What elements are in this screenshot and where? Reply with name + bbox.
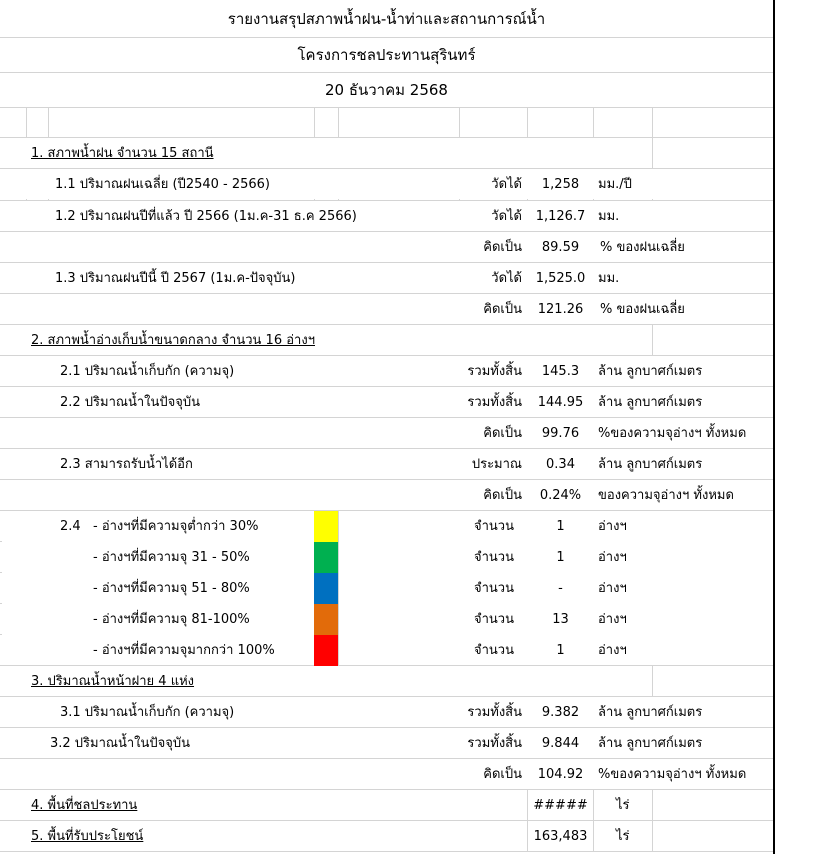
- row-value: 0.34: [546, 457, 575, 472]
- row-kind: รวมทั้งสิ้น: [467, 395, 522, 410]
- section4-title: 4. พื้นที่ชลประทาน: [31, 798, 138, 813]
- level-color-swatch: [314, 604, 338, 635]
- row-unit: ล้าน ลูกบาศก์เมตร: [598, 395, 703, 410]
- row-unit: % ของฝนเฉลี่ย: [600, 240, 685, 255]
- row-unit: ล้าน ลูกบาศก์เมตร: [598, 736, 703, 751]
- level-value: 1: [556, 550, 565, 565]
- row-unit: ล้าน ลูกบาศก์เมตร: [598, 705, 703, 720]
- level-kind: จำนวน: [474, 612, 514, 627]
- report-date: 20 ธันวาคม 2568: [325, 81, 448, 99]
- level-value: 1: [556, 643, 565, 658]
- row-unit: มม./ปี: [598, 177, 632, 192]
- report-title: รายงานสรุปสภาพน้ำฝน-น้ำท่าและสถานการณ์น้ำ: [227, 10, 546, 28]
- row-label: 1.2 ปริมาณฝนปีที่แล้ว ปี 2566 (1ม.ค-31 ธ.ค 2566): [55, 209, 357, 224]
- row-label: 2.1 ปริมาณน้ำเก็บกัก (ความจุ): [60, 364, 235, 379]
- row-kind: รวมทั้งสิ้น: [467, 736, 522, 751]
- row-kind: คิดเป็น: [483, 240, 522, 255]
- row-kind: วัดได้: [491, 209, 522, 224]
- row-value: 0.24%: [539, 488, 582, 503]
- level-color-swatch: [314, 511, 338, 542]
- irrigation-area-unit: ไร่: [616, 798, 630, 813]
- irrigation-area-value: #####: [533, 798, 588, 813]
- level-label: - อ่างฯที่มีความจุต่ำกว่า 30%: [93, 519, 259, 534]
- row-unit: ล้าน ลูกบาศก์เมตร: [598, 364, 703, 379]
- row-kind: รวมทั้งสิ้น: [467, 705, 522, 720]
- row-kind: คิดเป็น: [483, 426, 522, 441]
- row-unit: มม.: [598, 271, 620, 286]
- section3-title: 3. ปริมาณน้ำหน้าฝาย 4 แห่ง: [31, 674, 195, 689]
- row-kind: คิดเป็น: [483, 767, 522, 782]
- level-kind: จำนวน: [474, 643, 514, 658]
- row-unit: ของความจุอ่างฯ ทั้งหมด: [598, 488, 734, 503]
- level-kind: จำนวน: [474, 519, 514, 534]
- row-label: 2.2 ปริมาณน้ำในปัจจุบัน: [60, 395, 201, 410]
- row-unit: %ของความจุอ่างฯ ทั้งหมด: [598, 767, 747, 782]
- row-kind: วัดได้: [491, 271, 522, 286]
- level-kind: จำนวน: [474, 581, 514, 596]
- row-kind: วัดได้: [491, 177, 522, 192]
- section5-title: 5. พื้นที่รับประโยชน์: [31, 829, 144, 844]
- benefit-area-value: 163,483: [533, 829, 588, 844]
- row-kind: รวมทั้งสิ้น: [467, 364, 522, 379]
- level-color-swatch: [314, 573, 338, 604]
- row-value: 9.382: [541, 705, 580, 720]
- benefit-area-unit: ไร่: [616, 829, 630, 844]
- level-unit: อ่างฯ: [598, 643, 627, 658]
- row-label: 3.1 ปริมาณน้ำเก็บกัก (ความจุ): [60, 705, 235, 720]
- row-unit: % ของฝนเฉลี่ย: [600, 302, 685, 317]
- project-name: โครงการชลประทานสุรินทร์: [297, 46, 476, 64]
- level-unit: อ่างฯ: [598, 581, 627, 596]
- row-kind: คิดเป็น: [483, 302, 522, 317]
- levels-prefix: 2.4: [60, 519, 81, 534]
- row-kind: คิดเป็น: [483, 488, 522, 503]
- row-value: 1,126.7: [535, 209, 586, 224]
- row-value: 104.92: [537, 767, 584, 782]
- level-label: - อ่างฯที่มีความจุมากกว่า 100%: [93, 643, 275, 658]
- row-unit: %ของความจุอ่างฯ ทั้งหมด: [598, 426, 747, 441]
- section2-title: 2. สภาพน้ำอ่างเก็บน้ำขนาดกลาง จำนวน 16 อ่างฯ: [31, 333, 315, 348]
- level-label: - อ่างฯที่มีความจุ 81-100%: [93, 612, 250, 627]
- row-value: 99.76: [541, 426, 580, 441]
- row-label: 1.1 ปริมาณฝนเฉลี่ย (ปี2540 - 2566): [55, 177, 271, 192]
- row-value: 121.26: [537, 302, 584, 317]
- level-color-swatch: [314, 635, 338, 666]
- row-label: 1.3 ปริมาณฝนปีนี้ ปี 2567 (1ม.ค-ปัจจุบัน): [55, 271, 296, 286]
- level-unit: อ่างฯ: [598, 550, 627, 565]
- level-label: - อ่างฯที่มีความจุ 31 - 50%: [93, 550, 250, 565]
- level-value: 1: [556, 519, 565, 534]
- row-label: 2.3 สามารถรับน้ำได้อีก: [60, 457, 193, 472]
- section1-title: 1. สภาพน้ำฝน จำนวน 15 สถานี: [31, 146, 214, 161]
- level-color-swatch: [314, 542, 338, 573]
- row-value: 145.3: [541, 364, 580, 379]
- level-unit: อ่างฯ: [598, 519, 627, 534]
- row-value: 89.59: [541, 240, 580, 255]
- level-value: 13: [552, 612, 569, 627]
- row-unit: มม.: [598, 209, 620, 224]
- row-value: 144.95: [537, 395, 584, 410]
- level-unit: อ่างฯ: [598, 612, 627, 627]
- level-value: -: [558, 581, 563, 596]
- row-value: 1,258: [541, 177, 580, 192]
- row-label: 3.2 ปริมาณน้ำในปัจจุบัน: [50, 736, 191, 751]
- row-value: 9.844: [541, 736, 580, 751]
- row-unit: ล้าน ลูกบาศก์เมตร: [598, 457, 703, 472]
- row-kind: ประมาณ: [471, 457, 522, 472]
- level-label: - อ่างฯที่มีความจุ 51 - 80%: [93, 581, 250, 596]
- level-kind: จำนวน: [474, 550, 514, 565]
- row-value: 1,525.0: [535, 271, 586, 286]
